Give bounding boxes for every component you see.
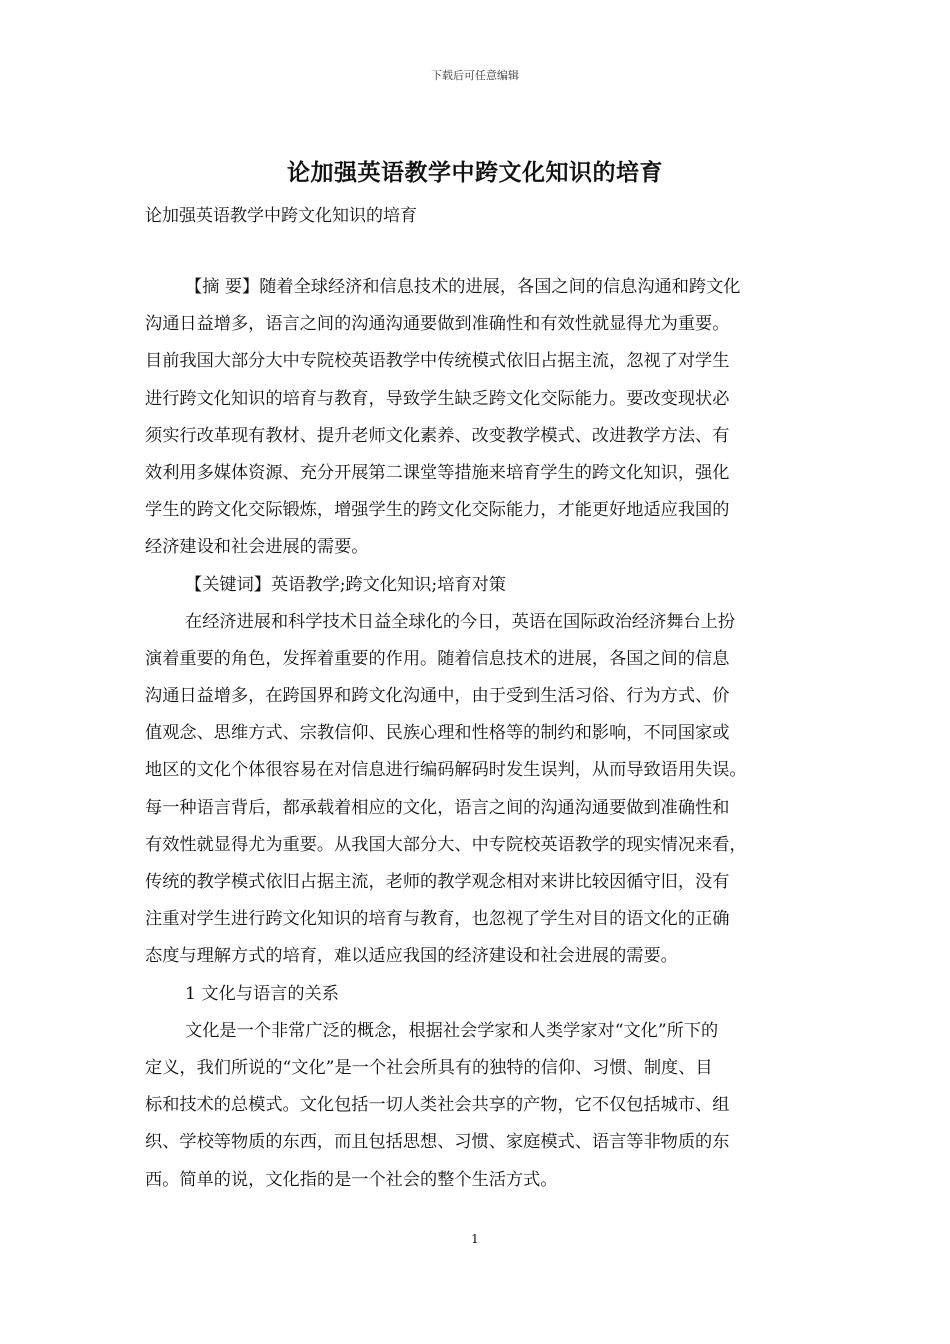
body-text-line: 西。简单的说，文化指的是一个社会的整个生活方式。 (145, 1169, 558, 1190)
body-text-line: 效利用多媒体资源、充分开展第二课堂等措施来培育学生的跨文化知识，强化 (145, 462, 730, 483)
body-text-line: 文化是一个非常广泛的概念，根据社会学家和人类学家对“文化”所下的 (185, 1020, 719, 1041)
body-text-line: 目前我国大部分大中专院校英语教学中传统模式依旧占据主流，忽视了对学生 (145, 351, 730, 372)
document-body (145, 269, 815, 1199)
body-text-line: 注重对学生进行跨文化知识的培育与教育，也忽视了学生对目的语文化的正确 (145, 909, 730, 930)
body-text-line: 有效性就显得尤为重要。从我国大部分大、中专院校英语教学的现实情况来看， (145, 834, 747, 855)
body-text-line: 标和技术的总模式。文化包括一切人类社会共享的产物，它不仅包括城市、组 (145, 1095, 730, 1116)
body-text-line: 值观念、思维方式、宗教信仰、民族心理和性格等的制约和影响，不同国家或 (145, 723, 730, 744)
body-text-line: 须实行改革现有教材、提升老师文化素养、改变教学模式、改进教学方法、有 (145, 425, 730, 446)
body-text-line: 进行跨文化知识的培育与教育，导致学生缺乏跨文化交际能力。要改变现状必 (145, 388, 730, 409)
body-text-line: 经济建设和社会进展的需要。 (145, 537, 369, 558)
body-text-line: 学生的跨文化交际锻炼，增强学生的跨文化交际能力，才能更好地适应我国的 (145, 500, 730, 521)
body-text-line: 每一种语言背后，都承载着相应的文化，语言之间的沟通沟通要做到准确性和 (145, 797, 730, 818)
body-text-line: 地区的文化个体很容易在对信息进行编码解码时发生误判，从而导致语用失误。 (145, 760, 747, 781)
page-header: 下载后可任意编辑 (431, 69, 519, 82)
body-text-line: 【摘 要】随着全球经济和信息技术的进展，各国之间的信息沟通和跨文化 (185, 277, 741, 297)
body-text-line: 1 文化与语言的关系 (185, 983, 339, 1004)
body-text-line: 在经济进展和科学技术日益全球化的今日，英语在国际政治经济舞台上扮 (185, 611, 736, 632)
body-text-line: 【关键词】英语教学;跨文化知识;培育对策 (185, 574, 506, 595)
page-number: 1 (471, 1232, 479, 1246)
document-title: 论加强英语教学中跨文化知识的培育 (287, 159, 663, 186)
body-text-line: 态度与理解方式的培育，难以适应我国的经济建设和社会进展的需要。 (145, 946, 678, 967)
body-text-line: 演着重要的角色，发挥着重要的作用。随着信息技术的进展，各国之间的信息 (145, 648, 730, 669)
document-subtitle: 论加强英语教学中跨文化知识的培育 (145, 206, 417, 226)
body-text-line: 定义，我们所说的“文化”是一个社会所具有的独特的信仰、习惯、制度、目 (145, 1057, 713, 1078)
body-text-line: 沟通日益增多，在跨国界和跨文化沟通中，由于受到生活习俗、行为方式、价 (145, 686, 730, 707)
body-text-line: 织、学校等物质的东西，而且包括思想、习惯、家庭模式、语言等非物质的东 (145, 1132, 730, 1153)
body-text-line: 传统的教学模式依旧占据主流，老师的教学观念相对来讲比较因循守旧，没有 (145, 872, 730, 892)
body-text-line: 沟通日益增多，语言之间的沟通沟通要做到准确性和有效性就显得尤为重要。 (145, 314, 730, 335)
